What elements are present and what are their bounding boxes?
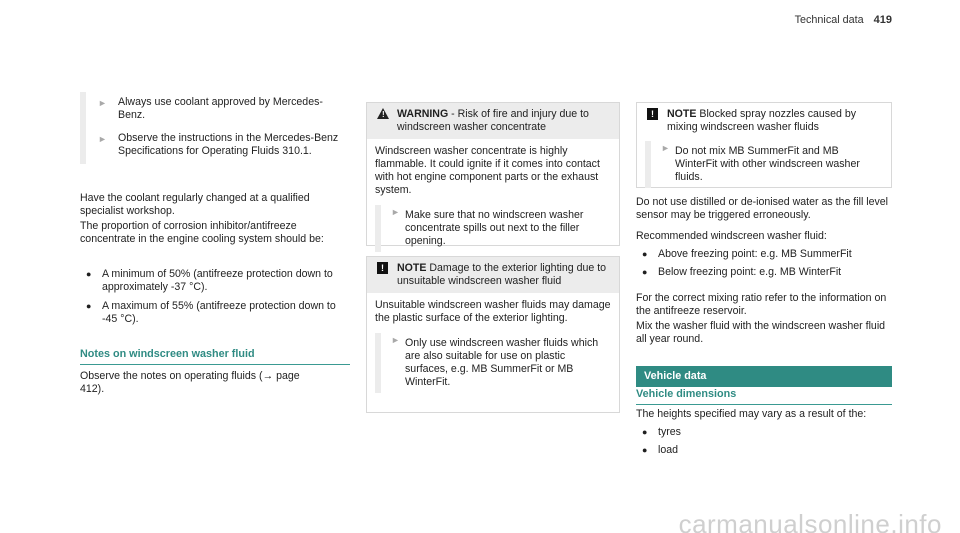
warning-icon: !: [377, 108, 389, 123]
warning-header: ! WARNING - Risk of fire and injury due to windscreen washer concentrate: [367, 103, 619, 139]
list-item: ● A maximum of 55% (antifreeze protection down to -45 °C).: [86, 300, 336, 325]
instruction-block: [80, 92, 348, 164]
arrow-icon: ►: [98, 134, 107, 144]
arrow-icon: ►: [98, 98, 107, 108]
arrow-icon: ►: [661, 143, 670, 153]
watermark: carmanualsonline.info: [678, 509, 942, 533]
paragraph: Have the coolant regularly changed at a qualified specialist workshop.: [80, 192, 310, 217]
list-item: ● Below freezing point: e.g. MB WinterFit: [642, 266, 842, 278]
page-header: [795, 14, 892, 27]
bullet-list: [80, 268, 352, 328]
warning-box: [366, 102, 620, 246]
bullet-icon: ●: [642, 249, 648, 259]
bullet-icon: ●: [642, 445, 648, 455]
list-item: ● A minimum of 50% (antifreeze protection down to approximately -37 °C).: [86, 268, 333, 293]
bullet-icon: ●: [642, 427, 648, 437]
arrow-item: ► Observe the instructions in the Mercedes-Benz Specifications for Operating Fluids 310.1.: [98, 132, 339, 157]
paragraph: The heights specified may vary as a result of the:: [636, 408, 867, 420]
note-body: [637, 139, 891, 196]
bullet-icon: ●: [86, 301, 92, 311]
paragraph: Mix the washer fluid with the windscreen washer fluid all year round.: [636, 320, 886, 345]
list-item: ● tyres: [642, 426, 681, 438]
note-box: [366, 256, 620, 413]
section-bar: Vehicle data: [636, 366, 892, 387]
bullet-list: [636, 248, 892, 281]
list-item: ● load: [642, 444, 679, 456]
paragraph: The proportion of corrosion inhibitor/antifreeze concentrate in the engine cooling system should be:: [80, 220, 324, 245]
bullet-list: [636, 426, 892, 459]
paragraph: Recommended windscreen washer fluid:: [636, 230, 827, 242]
paragraph: For the correct mixing ratio refer to the information on the antifreeze reservoir.: [636, 292, 887, 317]
arrow-item: ► Make sure that no windscreen washer concentrate spills out next to the filler opening.: [375, 205, 611, 252]
note-header: ! NOTE Blocked spray nozzles caused by mixing windscreen washer fluids: [637, 103, 891, 139]
warning-body: Windscreen washer concentrate is highly flammable. It could ignite if it comes into contact with hot engine component parts or the exhaust system. ► Make sure that no windscreen washer concentrate spills out next to the filler opening.: [367, 139, 619, 260]
sub-heading: Vehicle dimensions: [636, 388, 892, 405]
paragraph: Observe the notes on operating fluids (→ page 412).: [80, 370, 300, 395]
note-icon: !: [647, 108, 658, 121]
bullet-icon: ●: [642, 267, 648, 277]
note-icon: !: [377, 262, 388, 275]
arrow-item: ► Always use coolant approved by Mercedes-Benz.: [98, 96, 323, 121]
section-heading: Notes on windscreen washer fluid: [80, 348, 350, 365]
arrow-item: ► Only use windscreen washer fluids which are also suitable for use on plastic surfaces, e.g. MB SummerFit or MB WinterFit.: [375, 333, 611, 393]
note-header: ! NOTE Damage to the exterior lighting due to unsuitable windscreen washer fluid: [367, 257, 619, 293]
arrow-item: ► Do not mix MB SummerFit and MB WinterFit with other windscreen washer fluids.: [645, 141, 883, 188]
page-number: 419: [873, 14, 892, 26]
list-item: ● Above freezing point: e.g. MB SummerFit: [642, 248, 852, 260]
bullet-icon: ●: [86, 269, 92, 279]
arrow-icon: ►: [391, 335, 400, 345]
section-title: Technical data: [794, 14, 864, 26]
note-body: Unsuitable windscreen washer fluids may damage the plastic surface of the exterior lighting. ► Only use windscreen washer fluids which are also suitable for use on plastic surfaces, e.g. MB SummerFit or MB WinterFit.: [367, 293, 619, 401]
paragraph: Do not use distilled or de-ionised water as the fill level sensor may be triggered erroneously.: [636, 196, 889, 221]
note-box: [636, 102, 892, 188]
arrow-icon: ►: [391, 207, 400, 217]
